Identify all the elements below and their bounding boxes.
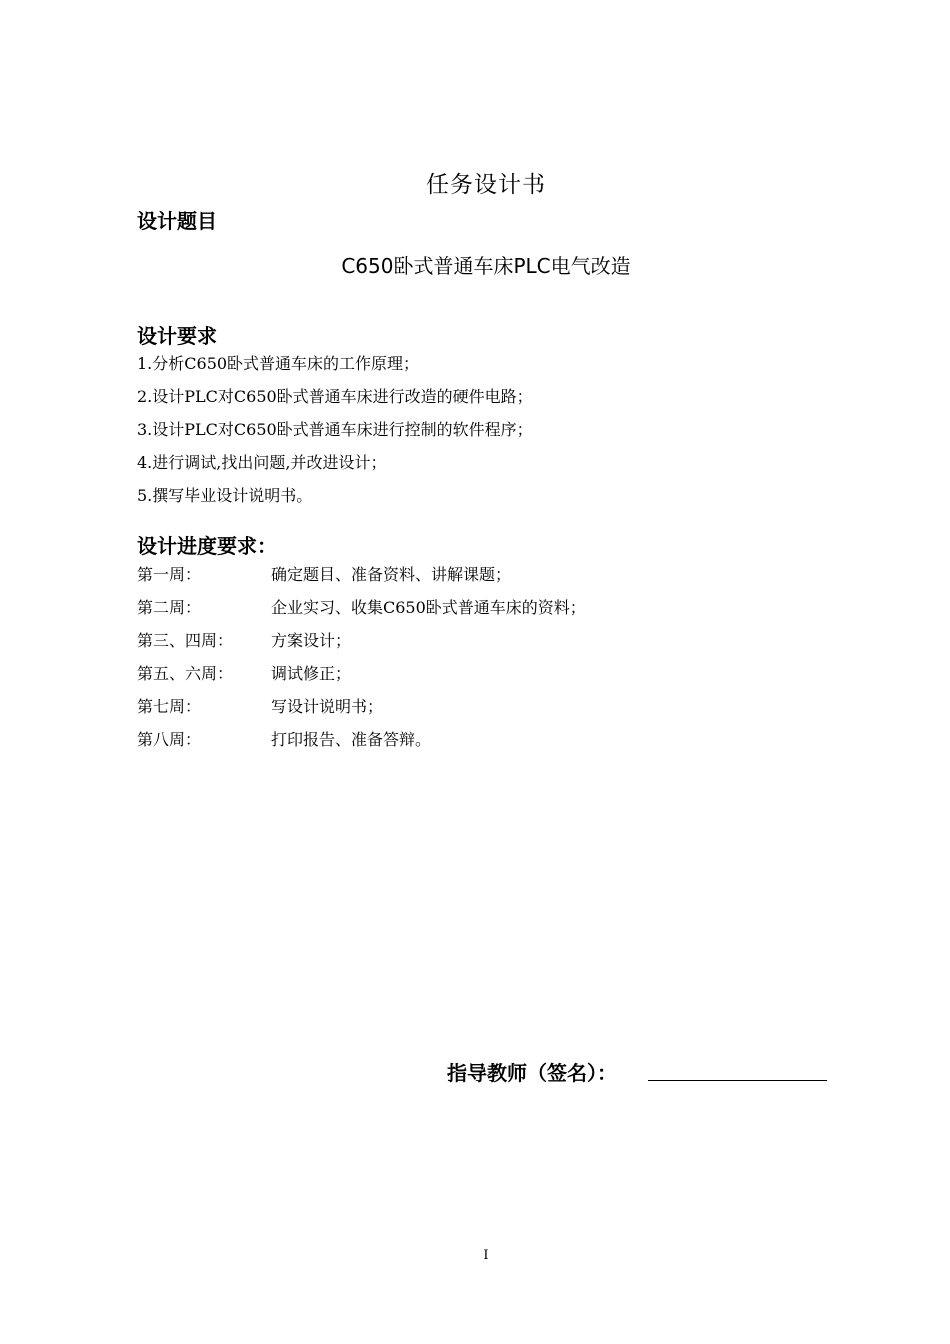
document-title: 任务设计书 bbox=[426, 172, 546, 198]
requirement-item: 2.设计PLC对C650卧式普通车床进行改造的硬件电路； bbox=[137, 387, 533, 406]
schedule-task: 调试修正； bbox=[271, 664, 352, 683]
requirement-item: 3.设计PLC对C650卧式普通车床进行控制的软件程序； bbox=[137, 420, 533, 439]
design-topic: C650卧式普通车床PLC电气改造 bbox=[341, 254, 631, 278]
requirement-item: 1.分析C650卧式普通车床的工作原理； bbox=[137, 354, 420, 373]
schedule-week: 第三、四周： bbox=[137, 631, 234, 650]
schedule-week: 第七周： bbox=[137, 697, 202, 716]
schedule-row bbox=[137, 728, 586, 761]
requirement-item: 4.进行调试,找出问题,并改进设计； bbox=[137, 453, 387, 472]
schedule-row bbox=[137, 662, 586, 695]
schedule-list bbox=[137, 563, 586, 761]
schedule-heading: 设计进度要求： bbox=[137, 534, 277, 558]
schedule-week: 第二周： bbox=[137, 598, 202, 617]
page-number: I bbox=[483, 1248, 489, 1263]
schedule-row bbox=[137, 629, 586, 662]
schedule-task: 方案设计； bbox=[271, 631, 352, 650]
requirements-heading: 设计要求 bbox=[137, 324, 217, 348]
signature-line bbox=[648, 1080, 827, 1081]
schedule-task: 写设计说明书； bbox=[271, 697, 384, 716]
requirements-list bbox=[137, 352, 533, 517]
schedule-task: 打印报告、准备答辩。 bbox=[271, 730, 432, 749]
schedule-row bbox=[137, 695, 586, 728]
schedule-week: 第五、六周： bbox=[137, 664, 234, 683]
schedule-task: 确定题目、准备资料、讲解课题； bbox=[271, 565, 512, 584]
schedule-row bbox=[137, 563, 586, 596]
requirement-item: 5.撰写毕业设计说明书。 bbox=[137, 486, 313, 505]
signature-label: 指导教师（签名）： bbox=[447, 1061, 617, 1085]
schedule-week: 第一周： bbox=[137, 565, 202, 584]
topic-heading: 设计题目 bbox=[137, 209, 217, 233]
schedule-week: 第八周： bbox=[137, 730, 202, 749]
schedule-task: 企业实习、收集C650卧式普通车床的资料； bbox=[271, 598, 586, 617]
schedule-row bbox=[137, 596, 586, 629]
